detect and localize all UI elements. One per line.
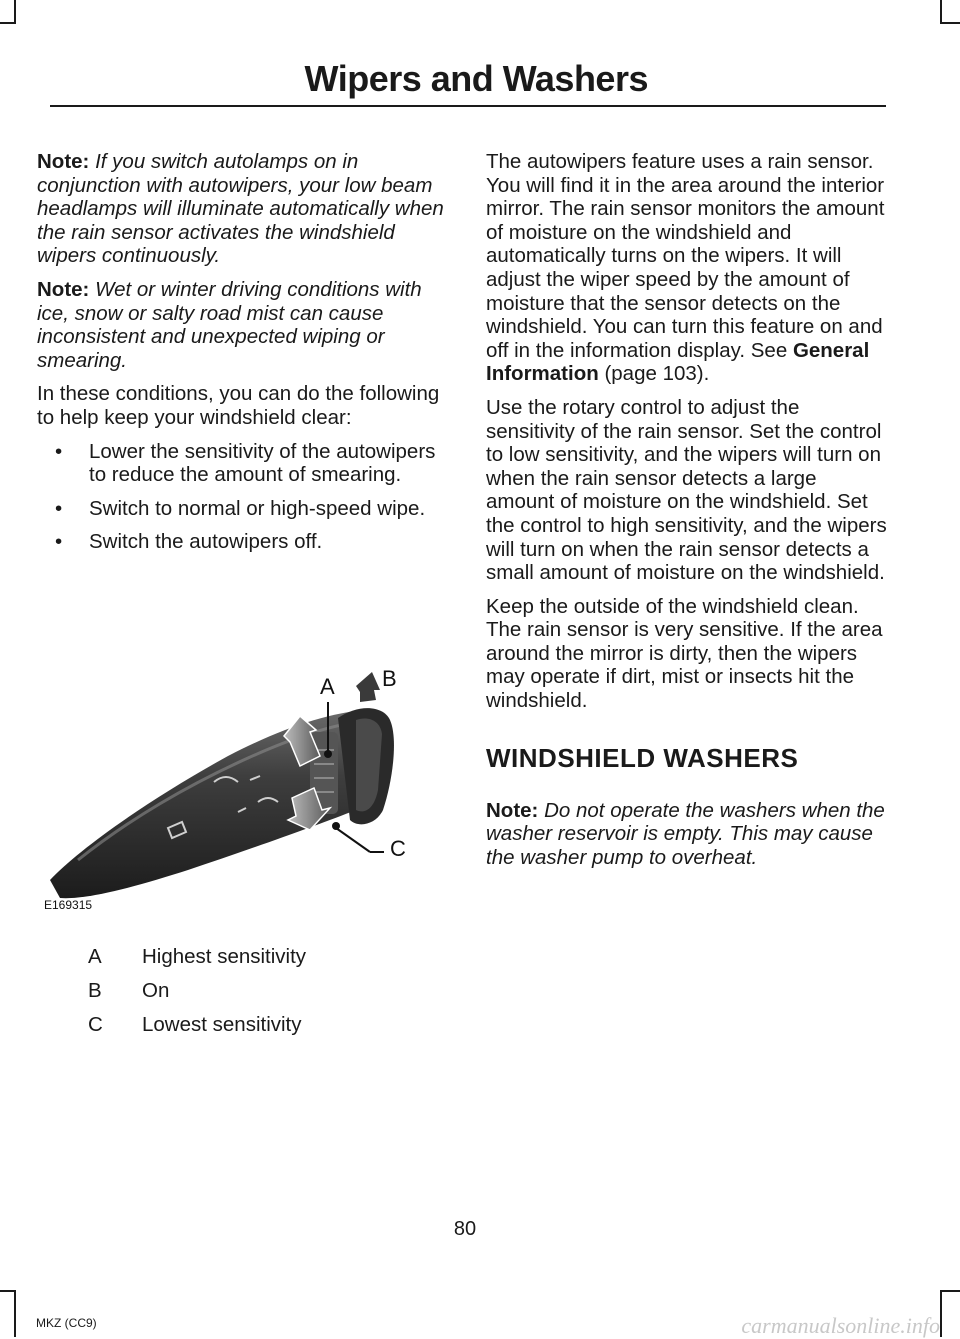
cross-reference-link[interactable]: General Information (486, 338, 870, 386)
legend-key: A (88, 945, 102, 968)
legend-row (88, 1008, 306, 1042)
crop-mark-bottom-left-horizontal (0, 1290, 16, 1292)
wiper-stalk-illustration (38, 660, 460, 915)
figure-legend (88, 940, 306, 1042)
section-heading: WINDSHIELD WASHERS (486, 742, 799, 773)
rotary-control-description: Use the rotary control to adjust the sensitivity of the rain sensor. Set the control to low sensitivity, and the wipers will turn on when the rain sensor detects a large amount of moisture on the windshield. Set the control to high sensitivity, and the wipers will turn on when the rain sensor detects a small amount of moisture on the windshield. (486, 395, 887, 585)
note-label: Note: (486, 798, 539, 822)
legend-text: Lowest sensitivity (142, 1013, 302, 1036)
crop-mark-top-left-horizontal (0, 22, 16, 24)
tips-list (37, 440, 457, 554)
figure-id: E169315 (44, 898, 93, 912)
page-number: 80 (453, 1218, 477, 1240)
legend-key: B (88, 979, 102, 1002)
legend-row (88, 940, 306, 974)
note-label: Note: (37, 277, 90, 301)
legend-key: C (88, 1013, 103, 1036)
list-item (37, 497, 457, 521)
note-text: If you switch autolamps on in conjunction with autowipers, your low beam headlamps will illuminate automatically when the rain sensor activates the windshield wipers continuously. (37, 150, 444, 268)
watermark: carmanualsonline.info (741, 1313, 940, 1338)
note-washer-reservoir (486, 799, 890, 870)
page-reference: (page 103). (604, 362, 710, 386)
list-item-text: Lower the sensitivity of the autowipers to reduce the amount of smearing. (89, 439, 436, 487)
wiper-stalk-figure (38, 660, 460, 915)
bullet-marker: • (55, 439, 63, 463)
note-text: Do not operate the washers when the washer reservoir is empty. This may cause the washer pump to overheat. (486, 798, 885, 869)
note-autolamps (37, 150, 457, 268)
crop-mark-top-right-horizontal (940, 22, 960, 24)
right-column (486, 150, 890, 879)
callout-label: B (382, 666, 397, 691)
bullet-marker: • (55, 530, 63, 554)
list-item-text: Switch to normal or high-speed wipe. (89, 496, 426, 520)
windshield-clean-description: Keep the outside of the windshield clean. The rain sensor is very sensitive. If the area around the mirror is dirty, then the wipers may operate if dirt, mist or insects hit the windshield. (486, 594, 883, 713)
header-divider (50, 105, 886, 107)
list-item (37, 440, 457, 487)
list-item (37, 530, 457, 554)
legend-text: Highest sensitivity (142, 945, 307, 968)
crop-mark-top-left-vertical (14, 0, 16, 24)
crop-mark-bottom-left-vertical (14, 1290, 16, 1337)
note-winter-driving (37, 278, 457, 372)
conditions-intro: In these conditions, you can do the following to help keep your windshield clear: (37, 382, 440, 429)
list-item-text: Switch the autowipers off. (89, 530, 323, 554)
note-text: Wet or winter driving conditions with ice, snow or salty road mist can cause inconsistent and unexpected wiping or smearing. (37, 277, 422, 372)
legend-text: On (142, 979, 170, 1002)
note-label: Note: (37, 150, 90, 173)
left-column (37, 150, 457, 564)
crop-mark-bottom-right-vertical (940, 1290, 942, 1337)
footer-model: MKZ (CC9) (36, 1316, 97, 1330)
crop-mark-top-right-vertical (940, 0, 942, 24)
crop-mark-bottom-right-horizontal (940, 1290, 960, 1292)
autowipers-description (486, 150, 890, 386)
callout-label: A (320, 674, 335, 699)
bullet-marker: • (55, 496, 63, 520)
callout-label: C (390, 836, 406, 861)
paragraph-text: The autowipers feature uses a rain sensor. You will find it in the area around the interior mirror. The rain sensor monitors the amount of moisture on the windshield and automatically turns on the wipers. It will adjust the wiper speed by the amount of moisture that the sensor detects on the windshield. You can turn this feature on and off in the information display. See (486, 150, 885, 362)
legend-row (88, 974, 306, 1008)
page-title: Wipers and Washers (304, 58, 648, 99)
